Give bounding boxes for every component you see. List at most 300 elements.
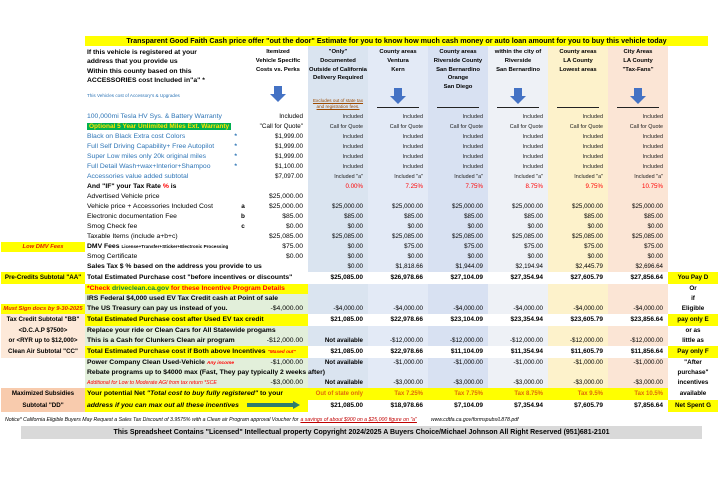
- cell-la-county-lowest: [548, 326, 608, 336]
- row-annotation-left: [1, 358, 85, 368]
- cell-only-outside-ca: Not available: [308, 358, 368, 368]
- row-annotation-right: Or: [689, 285, 697, 292]
- cell-ventura-kern: $18,978.66: [368, 400, 428, 412]
- row-label-text: to your: [258, 390, 284, 397]
- row-letter: [238, 112, 248, 122]
- header-separator-line: [377, 107, 419, 108]
- header-separator-line: [557, 107, 599, 108]
- cell-riverside-county: $0.00: [428, 252, 488, 262]
- row-label: [85, 162, 238, 172]
- row-annotation-left: Low DMV Fees: [1, 242, 85, 252]
- cell-riverside-county: $27,104.09: [428, 272, 488, 284]
- arrow-head: [390, 96, 406, 104]
- cell-only-outside-ca: $21,085.00: [308, 400, 368, 412]
- cell-ventura-kern: Included: [368, 162, 428, 172]
- cell-riverside-county: Included: [428, 162, 488, 172]
- row-annotation-right: [668, 212, 718, 222]
- column-header-only-outside-ca: [308, 46, 368, 112]
- cell-itemized: $1,999.00: [274, 133, 303, 140]
- cell-ventura-kern: Included: [368, 152, 428, 162]
- cell-la-county-tax-fans: $75.00: [608, 242, 668, 252]
- cell-la-county-lowest: -$3,000.00: [548, 378, 608, 388]
- cell-la-county-lowest: [548, 284, 608, 294]
- cell-itemized: $0.00: [285, 253, 303, 260]
- cell-riverside-county: Included: [428, 132, 488, 142]
- row-annotation-left: [1, 172, 85, 182]
- header-line: "Tax-Fans": [622, 66, 654, 73]
- arrow-head: [293, 401, 300, 409]
- cell-la-county-lowest: Included: [548, 152, 608, 162]
- cell-only-outside-ca: $21,085.00: [308, 314, 368, 326]
- row-annotation-right: purchase": [677, 369, 709, 376]
- cell-city-riverside: -$4,000.00: [488, 304, 548, 314]
- row-annotation-left: Clean Air Subtotal "CC": [1, 346, 85, 358]
- cell-city-riverside: Included: [488, 112, 548, 122]
- spacer: [489, 74, 547, 86]
- row-label-text: Power Company Clean Used-Vehicle: [87, 359, 205, 366]
- row-annotation-right: [668, 132, 718, 142]
- spacer: [609, 74, 667, 86]
- cell-itemized: $85.00: [282, 213, 303, 220]
- arrow-head: [630, 96, 646, 104]
- row-label-text: Accessories value added subtotal: [87, 173, 189, 180]
- footer-notice: [5, 417, 719, 423]
- cell-only-outside-ca: Included: [308, 132, 368, 142]
- header-intro-line: Within this county based on this: [87, 67, 192, 75]
- cell-riverside-county: [428, 294, 488, 304]
- row-annotation-left: [1, 284, 85, 294]
- cell-only-outside-ca: $25,085.00: [308, 272, 368, 284]
- cell-city-riverside: $7,354.94: [488, 400, 548, 412]
- header-line: LA County: [563, 57, 593, 64]
- header-line: Documented: [320, 57, 356, 64]
- cell-la-county-lowest: [548, 368, 608, 378]
- cell-la-county-tax-fans: Included: [608, 162, 668, 172]
- header-line: County areas: [559, 49, 597, 55]
- column-header-city-riverside: [488, 46, 548, 112]
- row-annotation-left: Subtotal "DD": [1, 400, 85, 412]
- row-annotation-right: [668, 152, 718, 162]
- header-intro-line: address that you provide us: [87, 58, 178, 66]
- row-label-text: Smog Check fee: [87, 223, 138, 230]
- cell-la-county-lowest: [548, 192, 608, 202]
- row-annotation-right: [668, 252, 718, 262]
- table-body: [1, 112, 719, 412]
- header-line: County areas: [439, 49, 477, 55]
- cell-la-county-tax-fans: [608, 294, 668, 304]
- cell-only-outside-ca: [308, 284, 368, 294]
- table-row: [1, 162, 719, 172]
- cell-itemized: $7,097.00: [274, 173, 303, 180]
- row-label: [85, 262, 262, 272]
- cell-la-county-tax-fans: Included "a": [608, 172, 668, 182]
- cell-la-county-tax-fans: 10.75%: [608, 182, 668, 192]
- row-label: [85, 192, 238, 202]
- cell-la-county-tax-fans: $25,000.00: [608, 202, 668, 212]
- footer-notice-link[interactable]: a savings of about $900 on a $25,000 figure on "a": [300, 417, 417, 423]
- row-annotation-left: [1, 112, 85, 122]
- spacer: [429, 92, 487, 106]
- cell-itemized: $1,100.00: [274, 163, 303, 170]
- cell-city-riverside: $25,085.00: [488, 232, 548, 242]
- row-annotation-right: incentives: [677, 379, 709, 386]
- spreadsheet: [1, 36, 719, 439]
- cell-itemized: -$1,000.00: [248, 358, 308, 368]
- cell-la-county-lowest: $0.00: [548, 252, 608, 262]
- cell-itemized: Included: [279, 113, 303, 120]
- row-label: [85, 252, 238, 262]
- row-label: [85, 212, 238, 222]
- cell-riverside-county: $0.00: [428, 222, 488, 232]
- row-label-text: This is a Cash for Clunkers Clean air program: [87, 337, 235, 344]
- row-label: [85, 388, 284, 400]
- cell-riverside-county: Included: [428, 112, 488, 122]
- row-label-text: Total Estimated Purchase cost if Both above Incentives: [87, 348, 266, 355]
- row-label-text: %: [162, 183, 169, 190]
- cell-la-county-tax-fans: $11,856.64: [608, 346, 668, 358]
- cell-city-riverside: 8.75%: [488, 182, 548, 192]
- cell-city-riverside: $2,194.94: [488, 262, 548, 272]
- row-label: [85, 122, 238, 132]
- cell-ventura-kern: $22,978.66: [368, 346, 428, 358]
- cell-la-county-lowest: 9.75%: [548, 182, 608, 192]
- row-label-text: DMV Fees: [87, 243, 120, 250]
- cell-la-county-lowest: $85.00: [548, 212, 608, 222]
- column-header-riverside-county: [428, 46, 488, 112]
- row-annotation-right: [668, 192, 718, 202]
- cell-ventura-kern: [368, 294, 428, 304]
- row-annotation-left: [1, 192, 85, 202]
- cell-la-county-tax-fans: $2,696.64: [608, 262, 668, 272]
- row-annotation-left: [1, 378, 85, 388]
- cell-ventura-kern: [368, 192, 428, 202]
- cell-itemized: [248, 182, 308, 192]
- header-line: San Bernardino: [496, 66, 540, 73]
- cell-ventura-kern: Included "a": [368, 172, 428, 182]
- header-line: Outside of California: [309, 66, 367, 73]
- row-label-text: is: [168, 183, 177, 190]
- row-annotation-left: [1, 202, 85, 212]
- cell-riverside-county: Included "a": [428, 172, 488, 182]
- row-annotation-right: "After: [684, 359, 702, 366]
- row-label-text: The US Treasury can pay us instead of you.: [87, 305, 228, 312]
- cell-only-outside-ca: $25,085.00: [308, 232, 368, 242]
- cell-ventura-kern: Tax 7.25%: [368, 388, 428, 400]
- cell-only-outside-ca: Call for Quote: [308, 122, 368, 132]
- row-letter: a: [241, 203, 245, 210]
- row-label-text: "Total cost to buy fully registered": [146, 390, 259, 397]
- arrow-head: [510, 96, 526, 104]
- cell-city-riverside: -$12,000.00: [488, 336, 548, 346]
- table-row: [1, 272, 719, 284]
- cell-only-outside-ca: $25,000.00: [308, 202, 368, 212]
- cell-la-county-tax-fans: Included: [608, 142, 668, 152]
- cell-la-county-tax-fans: $7,856.64: [608, 400, 668, 412]
- row-label: [85, 222, 238, 232]
- cell-city-riverside: $0.00: [488, 252, 548, 262]
- row-letter: [238, 242, 248, 252]
- down-arrow-icon: [510, 88, 526, 104]
- row-label-text: Electronic documentation Fee: [87, 213, 177, 220]
- row-letter: [238, 132, 248, 142]
- row-letter: [238, 182, 248, 192]
- sheet-title: Transparent Good Faith Cash price offer "out the door" Estimate for you to know how much cash money or auto loan amount for you to buy this vehicle today: [85, 36, 708, 46]
- cell-city-riverside: $23,354.94: [488, 314, 548, 326]
- cell-la-county-lowest: $75.00: [548, 242, 608, 252]
- header-line: Costs vs. Perks: [256, 66, 300, 73]
- row-letter: [238, 252, 248, 262]
- table-row: [1, 182, 719, 192]
- cell-riverside-county: -$3,000.00: [428, 378, 488, 388]
- cell-itemized: $1,999.00: [274, 153, 303, 160]
- cell-ventura-kern: $1,818.66: [368, 262, 428, 272]
- cell-la-county-lowest: $23,605.79: [548, 314, 608, 326]
- row-label: [85, 242, 238, 252]
- footer-url[interactable]: www.cdtfa.ca.gov/formspubs/L878.pdf: [430, 417, 519, 423]
- cell-city-riverside: $0.00: [488, 222, 548, 232]
- row-annotation-right: [668, 182, 718, 192]
- row-letter: [238, 142, 248, 152]
- cell-riverside-county: $1,944.09: [428, 262, 488, 272]
- row-label-text: *Check: [87, 285, 112, 292]
- header-line: Delivery Required: [312, 75, 364, 82]
- cell-la-county-tax-fans: Included: [608, 132, 668, 142]
- cell-la-county-tax-fans: $23,856.64: [608, 314, 668, 326]
- row-annotation-right: Pay only F: [668, 346, 718, 358]
- row-label-text: Advertised Vehicle price: [87, 193, 160, 200]
- row-letter: [238, 232, 248, 242]
- cell-itemized: $1,999.00: [274, 143, 303, 150]
- cell-ventura-kern: Call for Quote: [368, 122, 428, 132]
- row-annotation-left: [1, 132, 85, 142]
- cell-city-riverside: [488, 294, 548, 304]
- row-letter: c: [241, 223, 245, 230]
- table-row: [1, 132, 719, 142]
- row-label-subtext: License+Transfer+Sticker+Electronic Processing: [121, 244, 229, 249]
- row-label-text: Sales Tax $ % based on the address you provide to us: [87, 263, 262, 270]
- cell-riverside-county: [428, 192, 488, 202]
- row-label-text: And "IF" your Tax Rate: [87, 183, 163, 190]
- table-row: [1, 294, 719, 304]
- spacer: [249, 74, 307, 84]
- row-label-text: 100,000mi Tesla HV Sys. & Battery Warranty: [87, 113, 222, 120]
- cell-la-county-lowest: -$4,000.00: [548, 304, 608, 314]
- row-annotation-left: [1, 122, 85, 132]
- table-row: [1, 152, 719, 162]
- cell-la-county-lowest: $0.00: [548, 222, 608, 232]
- cell-city-riverside: Call for Quote: [488, 122, 548, 132]
- table-row: [1, 112, 719, 122]
- row-letter: [238, 162, 248, 172]
- row-annotation-right: [668, 172, 718, 182]
- header-line: Vehicle Specific: [255, 57, 301, 64]
- table-row: [1, 346, 719, 358]
- row-annotation-right: Eligible: [681, 305, 705, 312]
- header-right-spacer: [668, 46, 718, 112]
- cell-city-riverside: -$3,000.00: [488, 378, 548, 388]
- cell-la-county-lowest: Included "a": [548, 172, 608, 182]
- cell-riverside-county: [428, 368, 488, 378]
- header-line: San Bernardino: [436, 66, 480, 73]
- cell-only-outside-ca: Included: [308, 112, 368, 122]
- incentive-program-link[interactable]: driveclean.ca.gov: [111, 285, 169, 292]
- row-label: [85, 304, 238, 314]
- cell-only-outside-ca: $0.00: [308, 222, 368, 232]
- cell-la-county-lowest: Included: [548, 162, 608, 172]
- row-label: [85, 326, 276, 336]
- row-label-text: Taxable Items (include a+b+c): [87, 233, 178, 240]
- row-label-text: Full Self Driving Capability+ Free Autopilot: [87, 143, 215, 150]
- arrow-stem: [274, 86, 282, 94]
- header-line: Riverside: [504, 57, 532, 64]
- row-label-text: Total Estimated Purchase cost after Used EV tax credit: [87, 316, 264, 323]
- footnote-star: *: [234, 133, 237, 140]
- cell-city-riverside: [488, 192, 548, 202]
- cell-la-county-tax-fans: $27,856.64: [608, 272, 668, 284]
- cell-ventura-kern: -$3,000.00: [368, 378, 428, 388]
- cell-ventura-kern: $22,978.66: [368, 314, 428, 326]
- cell-itemized: "Call for Quote": [259, 123, 303, 130]
- table-row: [1, 314, 719, 326]
- cell-itemized: $25,085.00: [268, 233, 303, 240]
- column-header-itemized: [248, 46, 308, 112]
- cell-la-county-lowest: Tax 9.5%: [548, 388, 608, 400]
- cell-la-county-tax-fans: -$12,000.00: [608, 336, 668, 346]
- cell-only-outside-ca: Included: [308, 152, 368, 162]
- row-annotation-right: [668, 162, 718, 172]
- header-line: Itemized: [266, 49, 290, 55]
- cell-itemized: -$12,000.00: [248, 336, 308, 346]
- header-line: Kern: [391, 66, 405, 73]
- cell-la-county-lowest: Included: [548, 112, 608, 122]
- row-label: [85, 314, 264, 326]
- cell-riverside-county: -$12,000.00: [428, 336, 488, 346]
- cell-itemized: -$3,000.00: [248, 378, 308, 388]
- header-line: Orange: [447, 75, 469, 82]
- row-label: [85, 378, 238, 388]
- row-annotation-left: [1, 368, 85, 378]
- column-header-la-county-lowest: [548, 46, 608, 112]
- header-separator-line: [617, 107, 659, 108]
- row-annotation-right: or as: [685, 327, 701, 334]
- header-intro-line: If this vehicle is registered at your: [87, 49, 197, 56]
- row-label-text: Rebate programs up to $4000 max (Fast, They pay typically 2 weeks after): [87, 369, 325, 376]
- cell-la-county-lowest: $27,605.79: [548, 272, 608, 284]
- cell-riverside-county: -$1,000.00: [428, 358, 488, 368]
- cell-city-riverside: [488, 284, 548, 294]
- row-annotation-right: if: [691, 295, 695, 302]
- row-label: [85, 182, 238, 192]
- row-label: [85, 400, 238, 412]
- row-label-text: address if you can max out all these incentives: [87, 402, 239, 409]
- cell-la-county-lowest: [548, 294, 608, 304]
- cell-riverside-county: $75.00: [428, 242, 488, 252]
- row-label-subtext: Any income: [206, 361, 235, 366]
- cell-only-outside-ca: $21,085.00: [308, 346, 368, 358]
- cell-ventura-kern: $25,000.00: [368, 202, 428, 212]
- table-row: [1, 202, 719, 212]
- cell-riverside-county: $25,000.00: [428, 202, 488, 212]
- cell-la-county-tax-fans: -$3,000.00: [608, 378, 668, 388]
- row-annotation-right: [668, 142, 718, 152]
- cell-city-riverside: $27,354.94: [488, 272, 548, 284]
- row-letter: [238, 122, 248, 132]
- cell-itemized: $0.00: [285, 223, 303, 230]
- down-arrow-icon: [630, 88, 646, 104]
- header-intro-line: ACCESSORIES cost Included in"a" *: [87, 77, 205, 85]
- cell-riverside-county: $85.00: [428, 212, 488, 222]
- row-label-subtext: "Maxed out": [267, 350, 296, 355]
- table-row: [1, 262, 719, 272]
- cell-itemized: $75.00: [282, 243, 303, 250]
- cell-only-outside-ca: 0.00%: [308, 182, 368, 192]
- cell-ventura-kern: $85.00: [368, 212, 428, 222]
- cell-city-riverside: Included "a": [488, 172, 548, 182]
- row-annotation-left: [1, 252, 85, 262]
- cell-la-county-tax-fans: -$1,000.00: [608, 358, 668, 368]
- cell-city-riverside: $85.00: [488, 212, 548, 222]
- cell-ventura-kern: Included: [368, 112, 428, 122]
- cell-riverside-county: $25,085.00: [428, 232, 488, 242]
- row-label: [85, 294, 279, 304]
- table-row: [1, 358, 719, 368]
- header-intro: [85, 46, 238, 112]
- cell-city-riverside: [488, 368, 548, 378]
- row-annotation-left: [1, 232, 85, 242]
- cell-la-county-tax-fans: Call for Quote: [608, 122, 668, 132]
- cell-only-outside-ca: Included: [308, 162, 368, 172]
- spacer: [369, 74, 427, 86]
- spacer: [549, 74, 607, 106]
- row-annotation-left: [1, 152, 85, 162]
- header-small-note: and registration fees.: [316, 103, 360, 109]
- row-annotation-left: <D.C.A.P $7500>: [1, 326, 85, 336]
- table-row: [1, 232, 719, 242]
- spacer: [249, 104, 307, 110]
- cell-la-county-tax-fans: Included: [608, 152, 668, 162]
- table-row: [1, 284, 719, 294]
- row-label: [85, 172, 238, 182]
- cell-city-riverside: -$1,000.00: [488, 358, 548, 368]
- row-label-text: for these Incentive Program Details: [168, 285, 285, 292]
- footer-notice-text: Notice* California Eligible Buyers May Request a Sales Tax Discount of 3.9575% with a Clean air Program approval Voucher for: [5, 417, 299, 423]
- row-letter: [238, 152, 248, 162]
- table-row: [1, 336, 719, 346]
- row-annotation-left: [1, 182, 85, 192]
- cell-la-county-tax-fans: [608, 326, 668, 336]
- cell-itemized: -$4,000.00: [248, 304, 308, 314]
- row-letter: [238, 378, 248, 388]
- cell-city-riverside: Included: [488, 152, 548, 162]
- cell-ventura-kern: 7.25%: [368, 182, 428, 192]
- arrow-stem: [634, 88, 642, 96]
- row-annotation-left: [1, 294, 85, 304]
- table-row: [1, 326, 719, 336]
- cell-riverside-county: Tax 7.75%: [428, 388, 488, 400]
- cell-only-outside-ca: Not available: [308, 336, 368, 346]
- cell-la-county-lowest: $25,085.00: [548, 232, 608, 242]
- header-line: San Diego: [443, 84, 473, 91]
- cell-only-outside-ca: $0.00: [308, 252, 368, 262]
- row-annotation-right: You Pay D: [668, 272, 718, 284]
- cell-ventura-kern: -$4,000.00: [368, 304, 428, 314]
- cell-only-outside-ca: Included "a": [308, 172, 368, 182]
- cell-city-riverside: Tax 8.75%: [488, 388, 548, 400]
- cell-riverside-county: $23,104.09: [428, 314, 488, 326]
- right-arrow-icon: [247, 401, 300, 409]
- row-annotation-right: little as: [682, 337, 704, 344]
- row-annotation-left: Must Sign docs by 9-30-2025: [1, 304, 85, 314]
